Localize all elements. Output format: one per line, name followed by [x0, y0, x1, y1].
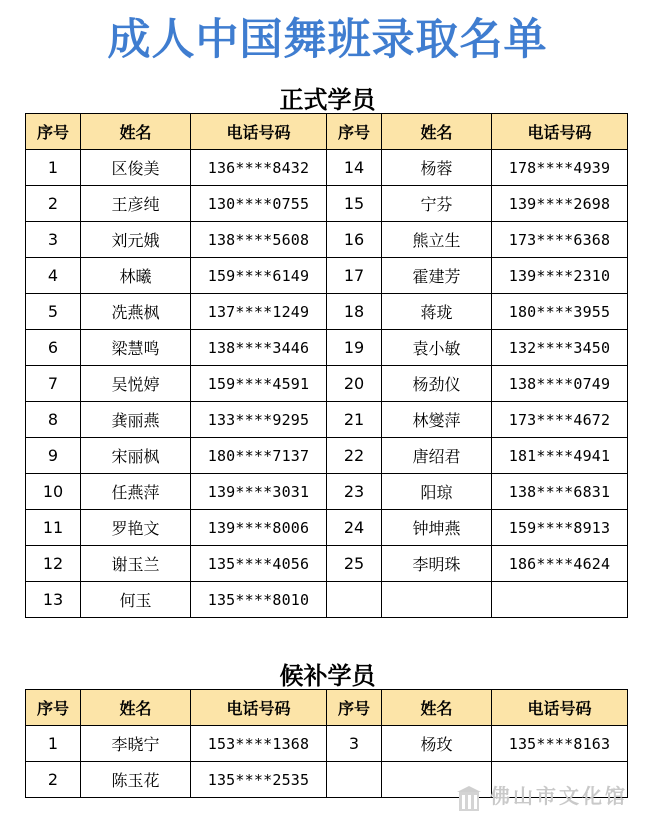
- table-row: [26, 150, 628, 186]
- phone-cell: 181****4941: [492, 438, 628, 474]
- serial-cell: 17: [327, 258, 382, 294]
- serial-cell: 23: [327, 474, 382, 510]
- table-row: [26, 294, 628, 330]
- name-cell: 区俊美: [81, 150, 191, 186]
- name-cell: 霍建芳: [382, 258, 492, 294]
- name-cell: 阳琼: [382, 474, 492, 510]
- name-cell: 宁芬: [382, 186, 492, 222]
- page-title: 成人中国舞班录取名单: [107, 15, 548, 65]
- name-cell: 陈玉花: [81, 762, 191, 798]
- phone-cell: 137****1249: [191, 294, 327, 330]
- phone-cell: [492, 582, 628, 618]
- name-cell: 冼燕枫: [81, 294, 191, 330]
- formal-section-title: 正式学员: [279, 86, 376, 114]
- table-row: [26, 330, 628, 366]
- phone-cell: 138****5608: [191, 222, 327, 258]
- serial-cell: 24: [327, 510, 382, 546]
- name-cell: 唐绍君: [382, 438, 492, 474]
- table-row: [26, 726, 628, 762]
- name-cell: 杨劲仪: [382, 366, 492, 402]
- table-row: [26, 474, 628, 510]
- serial-cell: 15: [327, 186, 382, 222]
- name-cell: 林燮萍: [382, 402, 492, 438]
- column-header: 姓名: [382, 690, 492, 726]
- name-cell: 林曦: [81, 258, 191, 294]
- phone-cell: 180****7137: [191, 438, 327, 474]
- serial-cell: [327, 582, 382, 618]
- column-header: 姓名: [81, 690, 191, 726]
- name-cell: 任燕萍: [81, 474, 191, 510]
- serial-cell: 3: [327, 726, 382, 762]
- phone-cell: 159****8913: [492, 510, 628, 546]
- name-cell: 宋丽枫: [81, 438, 191, 474]
- phone-cell: 139****8006: [191, 510, 327, 546]
- phone-cell: 132****3450: [492, 330, 628, 366]
- name-cell: 钟坤燕: [382, 510, 492, 546]
- serial-cell: 25: [327, 546, 382, 582]
- table-header-row: [26, 690, 628, 726]
- phone-cell: 135****8163: [492, 726, 628, 762]
- phone-cell: 138****6831: [492, 474, 628, 510]
- phone-cell: 139****3031: [191, 474, 327, 510]
- table-row: [26, 186, 628, 222]
- name-cell: 袁小敏: [382, 330, 492, 366]
- column-header: 姓名: [81, 114, 191, 150]
- name-cell: 何玉: [81, 582, 191, 618]
- serial-cell: 6: [26, 330, 81, 366]
- name-cell: 杨蓉: [382, 150, 492, 186]
- name-cell: 熊立生: [382, 222, 492, 258]
- phone-cell: 135****8010: [191, 582, 327, 618]
- serial-cell: 9: [26, 438, 81, 474]
- name-cell: 龚丽燕: [81, 402, 191, 438]
- column-header: 序号: [26, 114, 81, 150]
- column-header: 电话号码: [492, 690, 628, 726]
- phone-cell: 139****2310: [492, 258, 628, 294]
- table-row: [26, 222, 628, 258]
- serial-cell: 18: [327, 294, 382, 330]
- phone-cell: 159****4591: [191, 366, 327, 402]
- name-cell: 吴悦婷: [81, 366, 191, 402]
- name-cell: 谢玉兰: [81, 546, 191, 582]
- column-header: 序号: [26, 690, 81, 726]
- column-header: 电话号码: [492, 114, 628, 150]
- name-cell: 蒋珑: [382, 294, 492, 330]
- serial-cell: 3: [26, 222, 81, 258]
- table-header-row: [26, 114, 628, 150]
- serial-cell: 21: [327, 402, 382, 438]
- serial-cell: 7: [26, 366, 81, 402]
- name-cell: [382, 582, 492, 618]
- phone-cell: 135****4056: [191, 546, 327, 582]
- name-cell: 王彦纯: [81, 186, 191, 222]
- name-cell: 杨玫: [382, 726, 492, 762]
- phone-cell: 153****1368: [191, 726, 327, 762]
- name-cell: 李晓宁: [81, 726, 191, 762]
- serial-cell: 12: [26, 546, 81, 582]
- serial-cell: 14: [327, 150, 382, 186]
- serial-cell: 1: [26, 726, 81, 762]
- table-row: [26, 366, 628, 402]
- phone-cell: 138****0749: [492, 366, 628, 402]
- phone-cell: 135****2535: [191, 762, 327, 798]
- name-cell: 罗艳文: [81, 510, 191, 546]
- name-cell: 李明珠: [382, 546, 492, 582]
- serial-cell: 4: [26, 258, 81, 294]
- waitlist-section-title: 候补学员: [279, 662, 376, 690]
- phone-cell: 178****4939: [492, 150, 628, 186]
- serial-cell: 13: [26, 582, 81, 618]
- phone-cell: 173****6368: [492, 222, 628, 258]
- phone-cell: 186****4624: [492, 546, 628, 582]
- serial-cell: 11: [26, 510, 81, 546]
- name-cell: 梁慧鸣: [81, 330, 191, 366]
- watermark-text: 佛山市文化馆: [490, 784, 628, 808]
- column-header: 电话号码: [191, 114, 327, 150]
- building-logo-icon: [456, 785, 482, 813]
- table-row: [26, 510, 628, 546]
- phone-cell: 136****8432: [191, 150, 327, 186]
- serial-cell: 8: [26, 402, 81, 438]
- phone-cell: 130****0755: [191, 186, 327, 222]
- phone-cell: 159****6149: [191, 258, 327, 294]
- phone-cell: 138****3446: [191, 330, 327, 366]
- column-header: 序号: [327, 114, 382, 150]
- serial-cell: 5: [26, 294, 81, 330]
- column-header: 序号: [327, 690, 382, 726]
- formal-students-table: [25, 113, 628, 618]
- table-row: [26, 582, 628, 618]
- phone-cell: 173****4672: [492, 402, 628, 438]
- serial-cell: 2: [26, 762, 81, 798]
- column-header: 姓名: [382, 114, 492, 150]
- name-cell: 刘元娥: [81, 222, 191, 258]
- serial-cell: [327, 762, 382, 798]
- phone-cell: 180****3955: [492, 294, 628, 330]
- table-row: [26, 402, 628, 438]
- serial-cell: 22: [327, 438, 382, 474]
- serial-cell: 1: [26, 150, 81, 186]
- phone-cell: 133****9295: [191, 402, 327, 438]
- table-row: [26, 438, 628, 474]
- serial-cell: 10: [26, 474, 81, 510]
- serial-cell: 19: [327, 330, 382, 366]
- serial-cell: 16: [327, 222, 382, 258]
- phone-cell: 139****2698: [492, 186, 628, 222]
- serial-cell: 20: [327, 366, 382, 402]
- table-row: [26, 546, 628, 582]
- table-row: [26, 258, 628, 294]
- column-header: 电话号码: [191, 690, 327, 726]
- serial-cell: 2: [26, 186, 81, 222]
